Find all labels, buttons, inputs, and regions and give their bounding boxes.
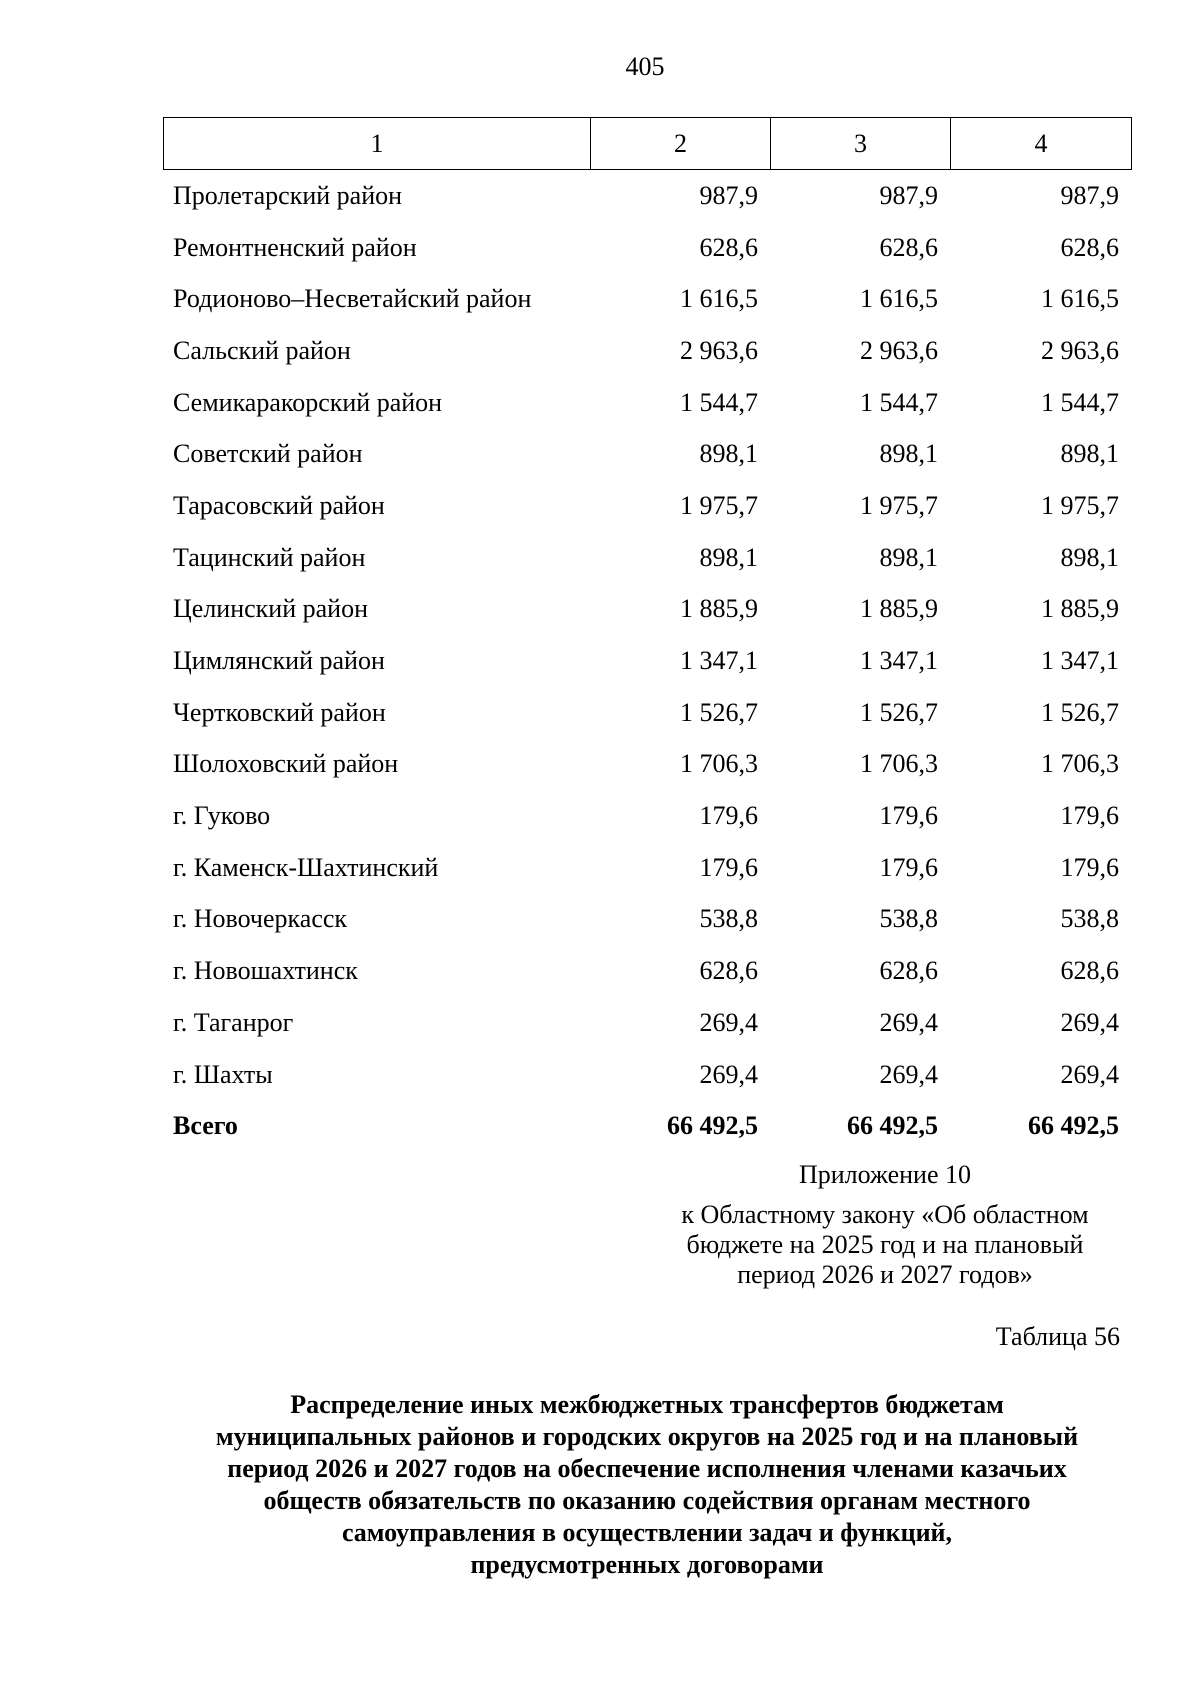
table-row [163,739,1131,791]
amount-cell: 2 963,6 [860,335,938,365]
amount-cell: 269,4 [699,1059,758,1089]
amount-cell: 1 975,7 [680,490,758,520]
header-cell: 4 [951,118,1132,170]
amount-cell: 987,9 [879,180,938,210]
municipality-name: г. Каменск-Шахтинский [173,852,439,882]
header-row [164,118,1132,170]
amount-cell: 179,6 [1060,852,1119,882]
amount-cell: 1 885,9 [680,594,758,624]
amount-cell: 898,1 [879,439,938,469]
municipality-name: Пролетарский район [173,180,403,210]
municipality-name: Ремонтненский район [173,232,417,262]
municipality-name: Шолоховский район [173,749,399,779]
amount-cell: 179,6 [879,852,938,882]
table-row [163,273,1131,325]
table-row [163,635,1131,687]
amount-cell: 538,8 [1060,904,1119,934]
amount-cell: 1 706,3 [1041,749,1119,779]
table-row [163,325,1131,377]
amount-cell: 898,1 [1060,439,1119,469]
title-line: Распределение иных межбюджетных трансфертов бюджетам [290,1390,1004,1419]
amount-cell: 1 347,1 [1041,646,1119,676]
amount-cell: 1 885,9 [1041,594,1119,624]
amount-cell: 898,1 [699,439,758,469]
title-line: обществ обязательств по оказанию содействия органам местного [263,1486,1031,1515]
amount-cell: 269,4 [879,1007,938,1037]
amount-cell: 1 544,7 [1041,387,1119,417]
amount-cell: 628,6 [1060,232,1119,262]
table-row [163,222,1131,274]
document-title [163,1389,1131,1581]
header-cell: 3 [771,118,951,170]
table-row [163,842,1131,894]
amount-cell: 1 526,7 [860,697,938,727]
municipality-name: Сальский район [173,335,351,365]
amount-cell: 628,6 [879,232,938,262]
amount-cell: 179,6 [1060,801,1119,831]
header-cell: 2 [591,118,771,170]
title-line: самоуправления в осуществлении задач и функций, [341,1518,953,1547]
amount-cell: 1 975,7 [860,490,938,520]
appendix-line: период 2026 и 2027 годов» [737,1260,1033,1289]
municipality-name: г. Гуково [173,801,271,831]
table-row [163,532,1131,584]
amount-cell: 179,6 [699,801,758,831]
table-row [163,584,1131,636]
table-header [163,117,1132,170]
table-row [163,377,1131,429]
municipality-name: Тацинский район [173,542,366,572]
amount-cell: 179,6 [699,852,758,882]
amount-cell: 628,6 [699,956,758,986]
table-row [163,894,1131,946]
header-cell: 1 [164,118,591,170]
amount-cell: 1 706,3 [680,749,758,779]
municipality-name: г. Новочеркасск [173,904,348,934]
amount-cell: 1 706,3 [860,749,938,779]
total-value: 66 492,5 [667,1111,758,1141]
amount-cell: 1 616,5 [680,284,758,314]
total-value: 66 492,5 [1028,1111,1119,1141]
appendix-note [650,1160,1120,1290]
amount-cell: 538,8 [699,904,758,934]
municipality-name: Целинский район [173,594,368,624]
table-label: Таблица 56 [995,1322,1120,1351]
appendix-line: к Областному закону «Об областном [681,1200,1089,1229]
amount-cell: 1 885,9 [860,594,938,624]
table-row [163,687,1131,739]
table-body [163,170,1131,1152]
table-row [163,480,1131,532]
amount-cell: 1 544,7 [680,387,758,417]
amount-cell: 628,6 [699,232,758,262]
table-row [163,790,1131,842]
municipality-name: Семикаракорский район [173,387,443,417]
amount-cell: 269,4 [699,1007,758,1037]
table-row [163,1049,1131,1101]
total-row [163,1100,1131,1152]
amount-cell: 1 347,1 [860,646,938,676]
amount-cell: 269,4 [1060,1007,1119,1037]
municipality-name: Чертковский район [173,697,386,727]
municipality-name: г. Шахты [173,1059,273,1089]
amount-cell: 898,1 [879,542,938,572]
amount-cell: 628,6 [1060,956,1119,986]
amount-cell: 269,4 [879,1059,938,1089]
table-row [163,428,1131,480]
amount-cell: 1 526,7 [680,697,758,727]
amount-cell: 179,6 [879,801,938,831]
table-row [163,945,1131,997]
total-label: Всего [173,1111,238,1141]
amount-cell: 1 544,7 [860,387,938,417]
amount-cell: 2 963,6 [680,335,758,365]
amount-cell: 2 963,6 [1041,335,1119,365]
appendix-title: Приложение 10 [798,1160,972,1189]
amount-cell: 1 526,7 [1041,697,1119,727]
municipality-name: Родионово–Несветайский район [173,284,532,314]
amount-cell: 1 975,7 [1041,490,1119,520]
data-table [163,170,1131,1152]
municipality-name: г. Таганрог [173,1007,294,1037]
title-line: период 2026 и 2027 годов на обеспечение исполнения членами казачьих [227,1454,1067,1483]
municipality-name: Советский район [173,439,363,469]
municipality-name: Цимлянский район [173,646,385,676]
total-value: 66 492,5 [847,1111,938,1141]
amount-cell: 1 347,1 [680,646,758,676]
title-line: муниципальных районов и городских округов на 2025 год и на плановый [215,1422,1079,1451]
table-row [163,997,1131,1049]
amount-cell: 898,1 [699,542,758,572]
amount-cell: 538,8 [879,904,938,934]
amount-cell: 628,6 [879,956,938,986]
municipality-name: г. Новошахтинск [173,956,358,986]
amount-cell: 1 616,5 [860,284,938,314]
page-number: 405 [625,52,665,81]
table-row [163,170,1131,222]
amount-cell: 987,9 [1060,180,1119,210]
municipality-name: Тарасовский район [173,490,385,520]
amount-cell: 1 616,5 [1041,284,1119,314]
amount-cell: 269,4 [1060,1059,1119,1089]
appendix-line: бюджете на 2025 год и на плановый [686,1230,1084,1259]
amount-cell: 898,1 [1060,542,1119,572]
title-line: предусмотренных договорами [470,1550,824,1579]
amount-cell: 987,9 [699,180,758,210]
